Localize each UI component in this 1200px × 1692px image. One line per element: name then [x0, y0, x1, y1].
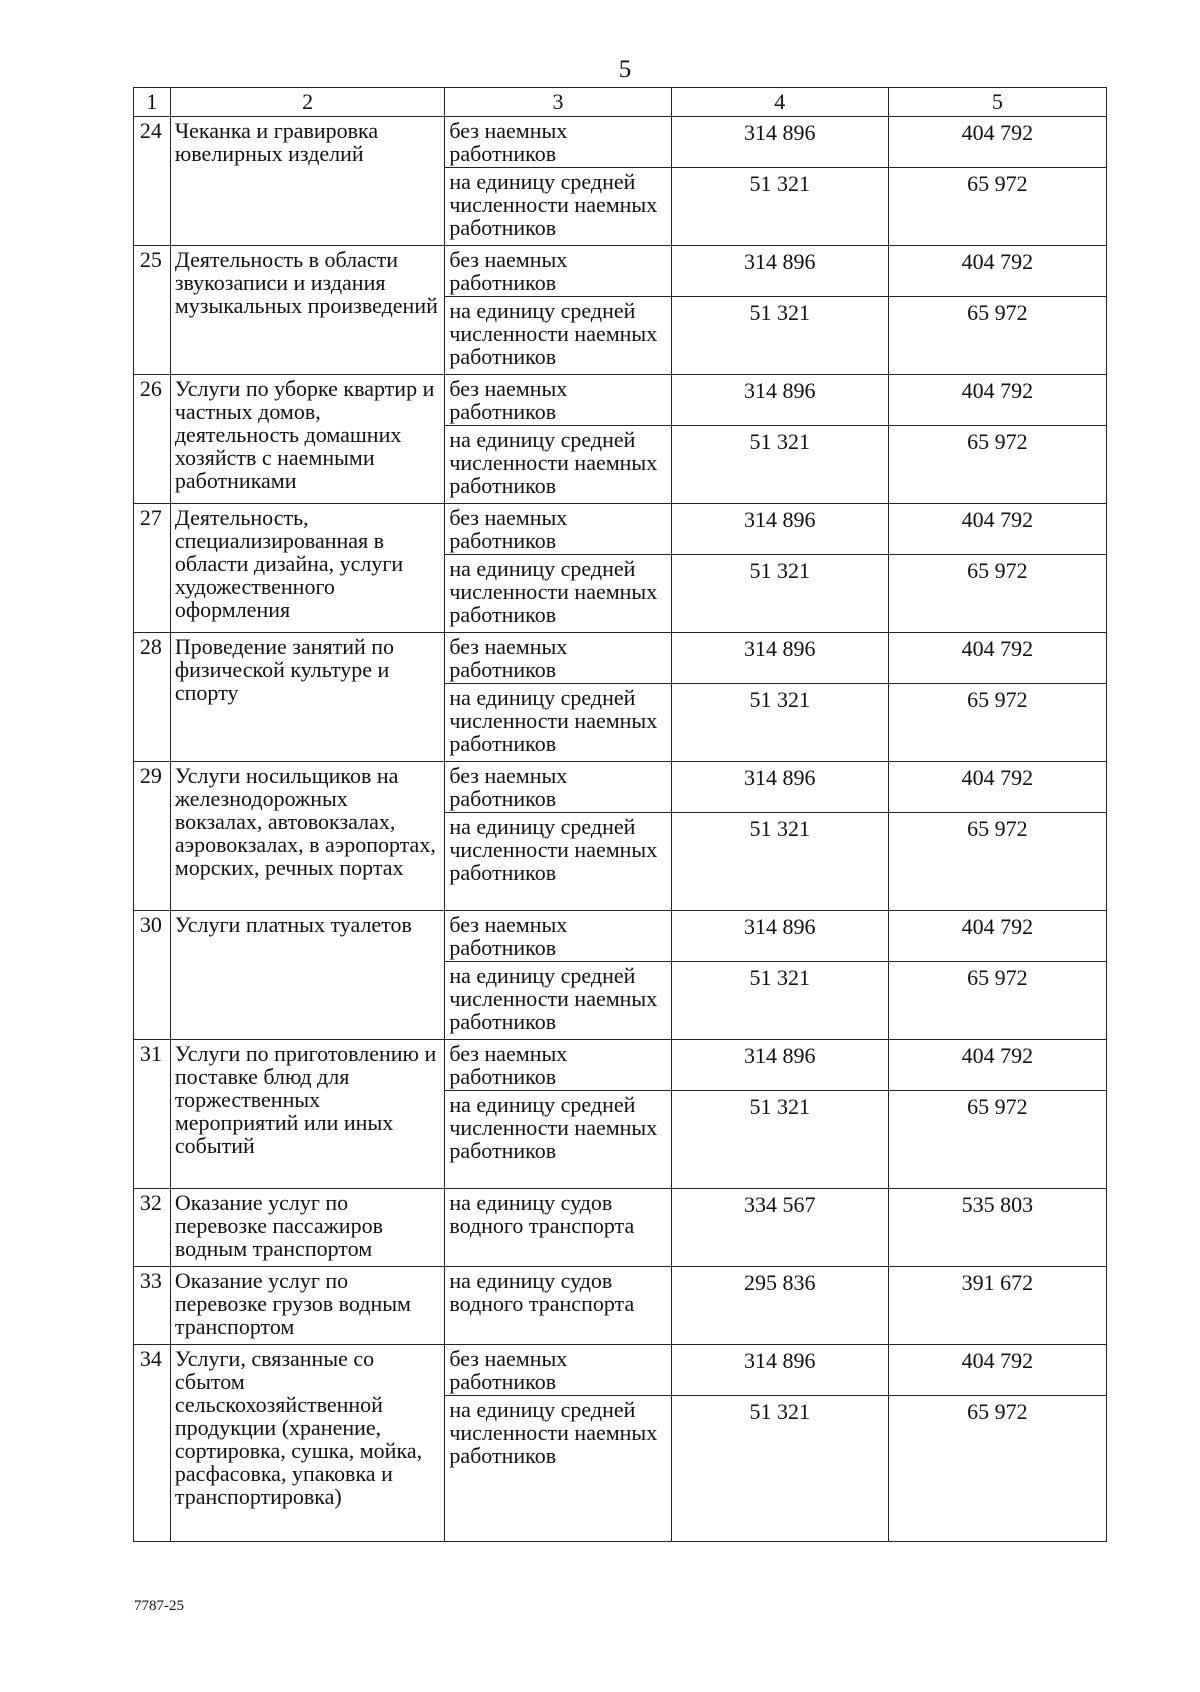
service-name-cell: Услуги по уборке квартир и частных домов, деятельность домашних хозяйств с наемными работниками: [170, 375, 444, 504]
value-col4-cell: 314 896: [671, 504, 888, 555]
row-number-cell: 30: [134, 911, 171, 1040]
basis-cell: без наемных работников: [445, 117, 671, 168]
value-col5-cell: 65 972: [888, 962, 1106, 1040]
basis-cell: без наемных работников: [445, 1040, 671, 1091]
table-row: [134, 1267, 1107, 1345]
value-col4-cell: 51 321: [671, 962, 888, 1040]
row-number-cell: 26: [134, 375, 171, 504]
basis-cell: без наемных работников: [445, 375, 671, 426]
value-col5-cell: 65 972: [888, 1091, 1106, 1189]
row-number-cell: 29: [134, 762, 171, 911]
value-col5-cell: 404 792: [888, 1040, 1106, 1091]
service-name-cell: Оказание услуг по перевозке грузов водным транспортом: [170, 1267, 444, 1345]
table-body: [134, 88, 1107, 1542]
value-col4-cell: 314 896: [671, 246, 888, 297]
value-col5-cell: 535 803: [888, 1189, 1106, 1267]
column-header: 5: [888, 88, 1106, 117]
value-col5-cell: 65 972: [888, 813, 1106, 911]
row-number-cell: 34: [134, 1345, 171, 1542]
basis-cell: на единицу средней численности наемных работников: [445, 1091, 671, 1189]
row-number-cell: 31: [134, 1040, 171, 1189]
basis-cell: на единицу средней численности наемных работников: [445, 813, 671, 911]
value-col4-cell: 334 567: [671, 1189, 888, 1267]
tariff-table: [133, 87, 1107, 1542]
table-row: [134, 504, 1107, 555]
basis-cell: на единицу средней численности наемных работников: [445, 555, 671, 633]
value-col5-cell: 404 792: [888, 762, 1106, 813]
value-col5-cell: 404 792: [888, 633, 1106, 684]
row-number-cell: 32: [134, 1189, 171, 1267]
service-name-cell: Оказание услуг по перевозке пассажиров водным транспортом: [170, 1189, 444, 1267]
value-col4-cell: 51 321: [671, 1396, 888, 1542]
value-col5-cell: 65 972: [888, 168, 1106, 246]
value-col5-cell: 404 792: [888, 1345, 1106, 1396]
value-col4-cell: 51 321: [671, 1091, 888, 1189]
service-name-cell: Услуги носильщиков на железнодорожных вокзалах, автовокзалах, аэровокзалах, в аэропортах, морских, речных портах: [170, 762, 444, 911]
row-number-cell: 33: [134, 1267, 171, 1345]
value-col4-cell: 51 321: [671, 555, 888, 633]
value-col5-cell: 65 972: [888, 555, 1106, 633]
row-number-cell: 24: [134, 117, 171, 246]
value-col5-cell: 65 972: [888, 1396, 1106, 1542]
value-col5-cell: 404 792: [888, 117, 1106, 168]
value-col5-cell: 404 792: [888, 375, 1106, 426]
table-row: [134, 246, 1107, 297]
column-header-row: [134, 88, 1107, 117]
table-row: [134, 911, 1107, 962]
column-header: 1: [134, 88, 171, 117]
value-col4-cell: 314 896: [671, 911, 888, 962]
value-col4-cell: 51 321: [671, 813, 888, 911]
row-number-cell: 28: [134, 633, 171, 762]
service-name-cell: Услуги, связанные со сбытом сельскохозяйственной продукции (хранение, сортировка, сушка, мойка, расфасовка, упаковка и транспортировка): [170, 1345, 444, 1542]
service-name-cell: Проведение занятий по физической культуре и спорту: [170, 633, 444, 762]
table-row: [134, 633, 1107, 684]
table-row: [134, 117, 1107, 168]
value-col4-cell: 51 321: [671, 684, 888, 762]
value-col4-cell: 314 896: [671, 633, 888, 684]
page-number: 5: [618, 56, 632, 83]
basis-cell: без наемных работников: [445, 911, 671, 962]
basis-cell: без наемных работников: [445, 633, 671, 684]
value-col4-cell: 295 836: [671, 1267, 888, 1345]
service-name-cell: Деятельность в области звукозаписи и издания музыкальных произведений: [170, 246, 444, 375]
basis-cell: на единицу средней численности наемных работников: [445, 1396, 671, 1542]
table-row: [134, 375, 1107, 426]
basis-cell: без наемных работников: [445, 246, 671, 297]
table-row: [134, 1345, 1107, 1396]
basis-cell: на единицу средней численности наемных работников: [445, 426, 671, 504]
basis-cell: на единицу средней численности наемных работников: [445, 168, 671, 246]
column-header: 3: [445, 88, 671, 117]
basis-cell: на единицу судов водного транспорта: [445, 1267, 671, 1345]
value-col4-cell: 51 321: [671, 297, 888, 375]
basis-cell: на единицу средней численности наемных работников: [445, 684, 671, 762]
value-col5-cell: 404 792: [888, 504, 1106, 555]
column-header: 2: [170, 88, 444, 117]
table-row: [134, 1189, 1107, 1267]
value-col4-cell: 51 321: [671, 168, 888, 246]
table-row: [134, 762, 1107, 813]
value-col4-cell: 314 896: [671, 1345, 888, 1396]
value-col5-cell: 404 792: [888, 246, 1106, 297]
value-col5-cell: 65 972: [888, 297, 1106, 375]
basis-cell: без наемных работников: [445, 762, 671, 813]
value-col4-cell: 314 896: [671, 762, 888, 813]
value-col4-cell: 314 896: [671, 1040, 888, 1091]
value-col5-cell: 404 792: [888, 911, 1106, 962]
basis-cell: на единицу средней численности наемных работников: [445, 297, 671, 375]
value-col5-cell: 391 672: [888, 1267, 1106, 1345]
table-row: [134, 1040, 1107, 1091]
row-number-cell: 27: [134, 504, 171, 633]
value-col5-cell: 65 972: [888, 426, 1106, 504]
column-header: 4: [671, 88, 888, 117]
service-name-cell: Деятельность, специализированная в области дизайна, услуги художественного оформления: [170, 504, 444, 633]
row-number-cell: 25: [134, 246, 171, 375]
basis-cell: без наемных работников: [445, 1345, 671, 1396]
document-code: 7787-25: [134, 1598, 184, 1614]
basis-cell: на единицу судов водного транспорта: [445, 1189, 671, 1267]
service-name-cell: Услуги по приготовлению и поставке блюд для торжественных мероприятий или иных событий: [170, 1040, 444, 1189]
basis-cell: на единицу средней численности наемных работников: [445, 962, 671, 1040]
basis-cell: без наемных работников: [445, 504, 671, 555]
service-name-cell: Услуги платных туалетов: [170, 911, 444, 1040]
value-col5-cell: 65 972: [888, 684, 1106, 762]
service-name-cell: Чеканка и гравировка ювелирных изделий: [170, 117, 444, 246]
value-col4-cell: 51 321: [671, 426, 888, 504]
value-col4-cell: 314 896: [671, 375, 888, 426]
value-col4-cell: 314 896: [671, 117, 888, 168]
